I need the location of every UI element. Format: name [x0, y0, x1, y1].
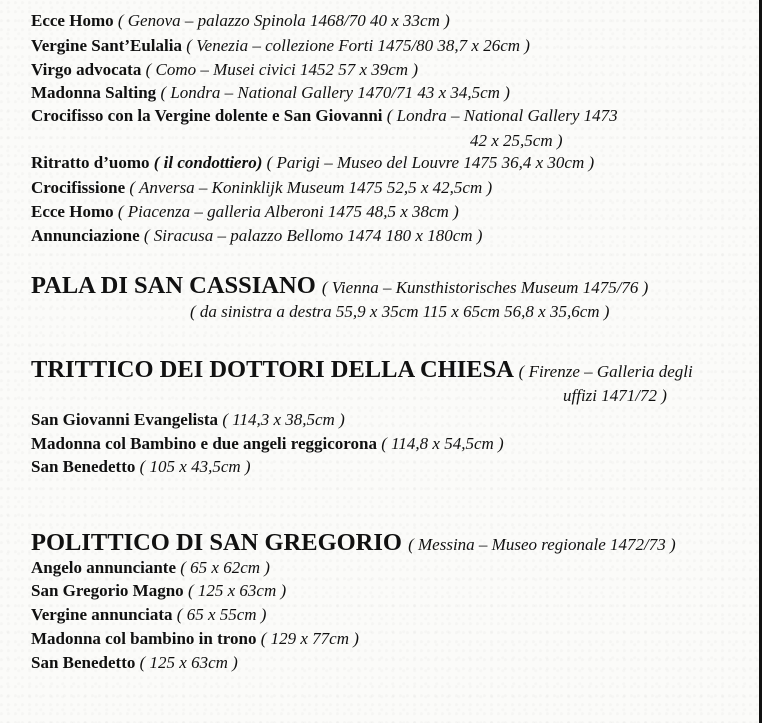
section-heading-cassiano [31, 271, 648, 303]
work-title: Crocifissione [31, 178, 126, 197]
panel-entry [31, 628, 359, 650]
work-title: Crocifisso con la Vergine dolente e San Giovanni [31, 106, 383, 125]
work-info: ( Londra – National Gallery 1473 [386, 106, 618, 125]
work-title: Ritratto d’uomo [31, 153, 150, 172]
panel-title: Angelo annunciante [31, 558, 176, 577]
panel-entry [31, 652, 238, 674]
work-title: Vergine Sant’Eulalia [31, 36, 182, 55]
section-info: ( Messina – Museo regionale 1472/73 ) [408, 535, 676, 554]
panel-entry [31, 604, 266, 626]
panel-title: San Benedetto [31, 653, 136, 672]
panel-title: San Giovanni Evangelista [31, 410, 219, 429]
panel-info: ( 114,8 x 54,5cm ) [381, 434, 504, 453]
section-title: PALA DI SAN CASSIANO [31, 272, 316, 299]
work-info-continued: 42 x 25,5cm ) [470, 131, 563, 150]
work-entry [31, 152, 594, 174]
work-info: ( Piacenza – galleria Alberoni 1475 48,5 x 38cm ) [117, 202, 459, 221]
work-title: Madonna Salting [31, 83, 157, 102]
panel-info: ( 65 x 62cm ) [180, 558, 270, 577]
panel-entry [31, 557, 270, 579]
panel-title: Madonna col bambino in trono [31, 629, 257, 648]
work-entry [31, 35, 530, 57]
work-info: ( Londra – National Gallery 1470/71 43 x 34,5cm ) [160, 83, 510, 102]
panel-entry [31, 409, 345, 431]
work-title: Ecce Homo [31, 11, 114, 30]
work-info: ( Como – Musei civici 1452 57 x 39cm ) [145, 60, 418, 79]
panel-info: ( 105 x 43,5cm ) [139, 457, 251, 476]
work-entry [31, 10, 450, 32]
work-entry [31, 82, 510, 104]
work-subtitle: ( il condottiero) [153, 153, 263, 172]
section-dimensions: ( da sinistra a destra 55,9 x 35cm 115 x 65cm 56,8 x 35,6cm ) [190, 302, 610, 321]
work-info: ( Anversa – Koninklijk Museum 1475 52,5 x 42,5cm ) [129, 178, 493, 197]
panel-entry [31, 456, 251, 478]
work-info: ( Siracusa – palazzo Bellomo 1474 180 x 180cm ) [143, 226, 483, 245]
panel-title: Madonna col Bambino e due angeli reggicorona [31, 434, 378, 453]
section-info: ( Firenze – Galleria degli [518, 362, 693, 381]
work-info: ( Genova – palazzo Spinola 1468/70 40 x 33cm ) [117, 11, 450, 30]
panel-title: Vergine annunciata [31, 605, 173, 624]
work-entry [31, 201, 459, 223]
panel-info: ( 65 x 55cm ) [176, 605, 267, 624]
section-info: ( Vienna – Kunsthistorisches Museum 1475/76 ) [321, 278, 649, 297]
work-title: Ecce Homo [31, 202, 114, 221]
section-title: POLITTICO DI SAN GREGORIO [31, 529, 402, 556]
section-heading-polittico [31, 528, 676, 560]
section-title: TRITTICO DEI DOTTORI DELLA CHIESA [31, 356, 513, 383]
work-entry [31, 225, 482, 247]
work-info: ( Venezia – collezione Forti 1475/80 38,7 x 26cm ) [186, 36, 530, 55]
work-entry [31, 59, 418, 81]
panel-info: ( 125 x 63cm ) [187, 581, 287, 600]
panel-entry [31, 433, 504, 455]
panel-title: San Benedetto [31, 457, 136, 476]
panel-info: ( 129 x 77cm ) [260, 629, 359, 648]
panel-title: San Gregorio Magno [31, 581, 184, 600]
work-entry [31, 177, 492, 199]
work-entry [31, 105, 618, 127]
section-heading-trittico [31, 355, 693, 387]
panel-info: ( 125 x 63cm ) [139, 653, 238, 672]
section-info-continued: uffizi 1471/72 ) [563, 386, 667, 405]
panel-entry [31, 580, 286, 602]
panel-info: ( 114,3 x 38,5cm ) [222, 410, 345, 429]
work-title: Annunciazione [31, 226, 140, 245]
work-info: ( Parigi – Museo del Louvre 1475 36,4 x 30cm ) [266, 153, 595, 172]
work-title: Virgo advocata [31, 60, 142, 79]
